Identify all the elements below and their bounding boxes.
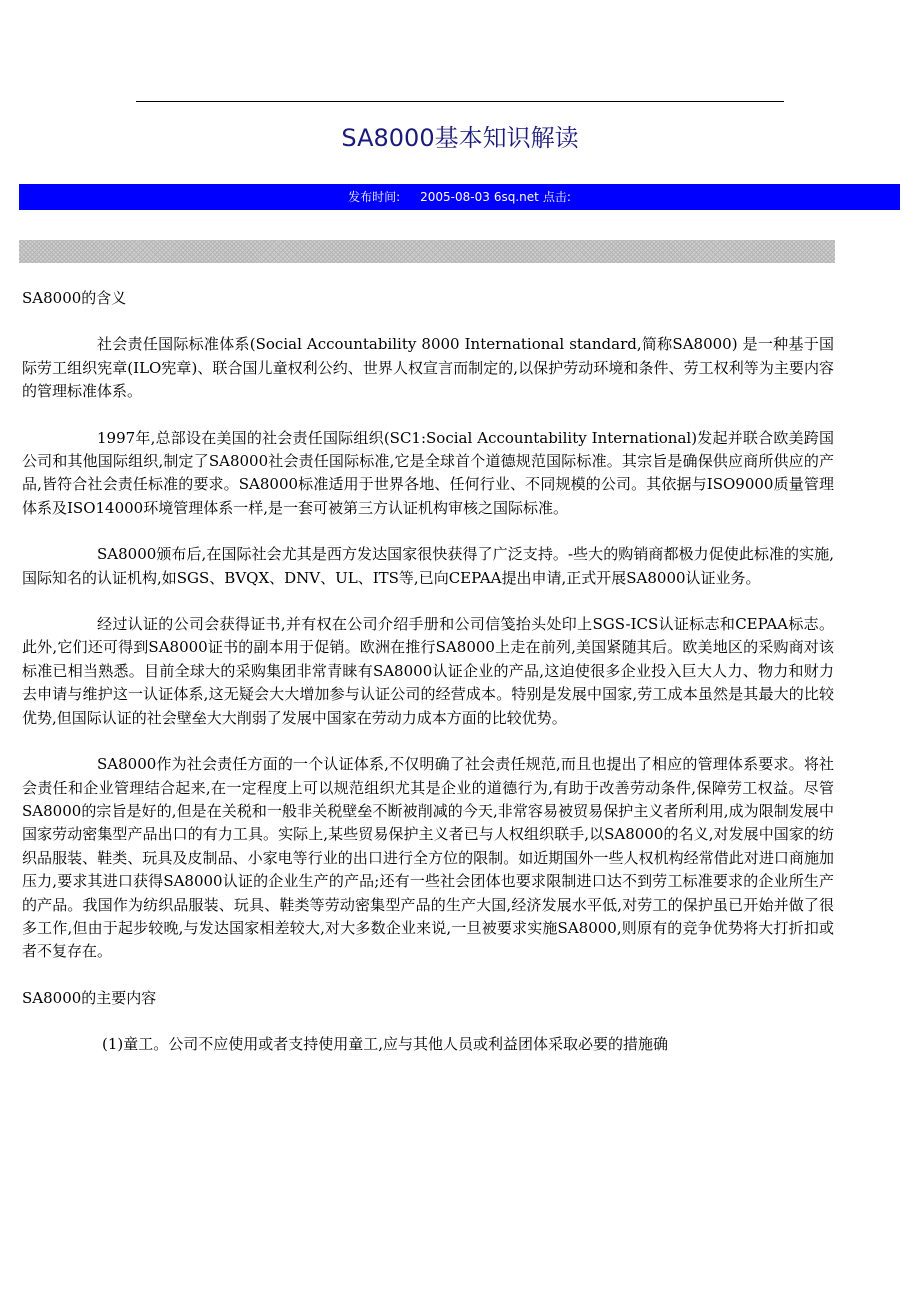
section-heading: SA8000的主要内容	[22, 988, 157, 1007]
paragraph: 社会责任国际标准体系(Social Accountability 8000 International standard,简称SA8000) 是一种基于国际劳工组织宪章(ILO宪章)、联合国儿童权利公约、世界人权宣言而制定的,以保护劳动环境和条件、劳工权利等为主要内容的管理标准体系。	[22, 335, 834, 401]
article-body	[22, 287, 834, 1080]
paragraph: 经过认证的公司会获得证书,并有权在公司介绍手册和公司信笺抬头处印上SGS-ICS认证标志和CEPAA标志。此外,它们还可得到SA8000证书的副本用于促销。欧洲在推行SA8000上走在前列,美国紧随其后。欧美地区的采购商对该标准已相当熟悉。目前全球大的采购集团非常青睐有SA8000认证企业的产品,这迫使很多企业投入巨大人力、物力和财力去申请与维护这一认证体系,这无疑会大大增加参与认证公司的经营成本。特别是发展中国家,劳工成本虽然是其最大的比较优势,但国际认证的社会壁垒大大削弱了发展中国家在劳动力成本方面的比较优势。	[22, 615, 834, 727]
section-heading: SA8000的含义	[22, 289, 127, 307]
paragraph: (1)童工。公司不应使用或者支持使用童工,应与其他人员或利益团体采取必要的措施确	[102, 1035, 669, 1054]
hatched-divider	[19, 240, 835, 263]
publish-label: 发布时间:	[348, 190, 401, 204]
page-title: SA8000基本知识解读	[341, 124, 579, 152]
clicks-label: 点击:	[542, 190, 571, 204]
paragraph: 1997年,总部设在美国的社会责任国际组织(SC1:Social Accountability International)发起并联合欧美跨国公司和其他国际组织,制定了SA8000社会责任国际标准,它是全球首个道德规范国际标准。其宗旨是确保供应商所供应的产品,皆符合社会责任标准的要求。SA8000标准适用于世界各地、任何行业、不同规模的公司。其依据与ISO9000质量管理体系及ISO14000环境管理体系一样,是一套可被第三方认证机构审核之国际标准。	[22, 428, 834, 517]
source-site: 6sq.net	[493, 190, 539, 204]
paragraph: SA8000作为社会责任方面的一个认证体系,不仅明确了社会责任规范,而且也提出了相应的管理体系要求。将社会责任和企业管理结合起来,在一定程度上可以规范组织尤其是企业的道德行为,有助于改善劳动条件,保障劳工权益。尽管SA8000的宗旨是好的,但是在关税和一般非关税壁垒不断被削减的今天,非常容易被贸易保护主义者所利用,成为限制发展中国家劳动密集型产品出口的有力工具。实际上,某些贸易保护主义者已与人权组织联手,以SA8000的名义,对发展中国家的纺织品服装、鞋类、玩具及皮制品、小家电等行业的出口进行全方位的限制。如近期国外一些人权机构经常借此对进口商施加压力,要求其进口获得SA8000认证的企业生产的产品;还有一些社会团体也要求限制进口达不到劳工标准要求的企业所生产的产品。我国作为纺织品服装、玩具、鞋类等劳动密集型产品的生产大国,经济发展水平低,对劳工的保护虽已开始并做了很多工作,但由于起步较晚,与发达国家相差较大,对大多数企业来说,一旦被要求实施SA8000,则原有的竞争优势将大打折扣或者不复存在。	[22, 755, 834, 961]
paragraph: SA8000颁布后,在国际社会尤其是西方发达国家很快获得了广泛支持。-些大的购销商都极力促使此标准的实施,国际知名的认证机构,如SGS、BVQX、DNV、UL、ITS等,已向CEPAA提出申请,正式开展SA8000认证业务。	[22, 545, 834, 587]
top-rule	[136, 101, 784, 102]
meta-bar	[19, 184, 900, 210]
publish-date: 2005-08-03	[420, 190, 490, 204]
